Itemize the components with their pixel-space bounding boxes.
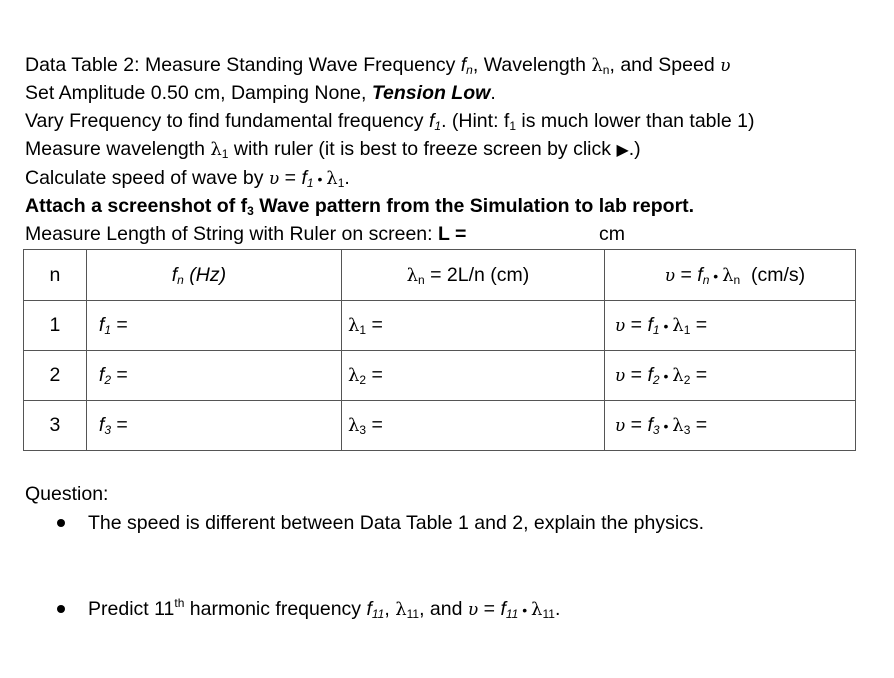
dot-operator: •	[518, 602, 532, 618]
subscript: 3	[359, 423, 367, 437]
intro-text: Set Amplitude 0.50 cm, Damping None,	[25, 82, 372, 104]
subscript: 1	[221, 147, 229, 161]
header-text: (Hz)	[183, 263, 227, 286]
cell-wavelength[interactable]	[341, 401, 604, 451]
superscript: th	[174, 596, 185, 610]
question-text: .	[554, 598, 561, 620]
upsilon-symbol: υ	[720, 56, 731, 76]
cell-text: =	[366, 414, 383, 436]
lambda-symbol: λ	[406, 264, 418, 286]
cell-speed[interactable]	[604, 401, 855, 451]
f-symbol: f	[98, 414, 105, 436]
intro-text: =	[279, 167, 302, 189]
cell-speed[interactable]	[604, 351, 855, 401]
subscript: 3	[652, 423, 660, 437]
cell-n: 1	[24, 301, 87, 351]
header-speed	[604, 250, 855, 301]
subscript: 11	[542, 607, 555, 621]
dot-operator: •	[313, 171, 327, 187]
subscript: 1	[306, 176, 314, 190]
cell-text: =	[366, 314, 383, 336]
header-text: = 2L/n (cm)	[424, 263, 530, 286]
cell-text: =	[111, 314, 128, 336]
lambda-symbol: λ	[347, 315, 360, 336]
intro-line-3	[25, 109, 754, 133]
intro-text: Data Table 2: Measure Standing Wave Frequency	[25, 54, 461, 76]
table-row	[24, 301, 856, 351]
intro-text: .)	[628, 138, 641, 160]
subscript: 1	[683, 323, 691, 337]
intro-text: Calculate speed of wave by	[25, 167, 269, 189]
dot-operator: •	[659, 318, 673, 334]
cell-frequency[interactable]	[86, 401, 341, 451]
subscript: 3	[247, 204, 254, 218]
bullet-icon	[57, 519, 65, 527]
subscript: 11	[505, 607, 519, 621]
cell-text: =	[625, 364, 648, 386]
cell-text: =	[111, 364, 128, 386]
intro-text: Attach a screenshot of f	[25, 195, 248, 217]
subscript: 2	[359, 373, 367, 387]
cell-frequency[interactable]	[86, 301, 341, 351]
subscript: 2	[652, 373, 660, 387]
lambda-symbol: λ	[672, 365, 684, 386]
question-text: harmonic frequency	[184, 598, 367, 620]
subscript: 1	[509, 119, 517, 133]
header-text: =	[675, 263, 698, 286]
subscript: 1	[104, 323, 111, 337]
play-icon: ▶	[616, 142, 629, 159]
subscript: 2	[104, 373, 111, 387]
intro-line-4	[25, 137, 641, 163]
f-symbol: f	[428, 110, 435, 132]
subscript: n	[733, 272, 741, 287]
intro-line-5	[25, 166, 350, 191]
table-header-row	[24, 250, 856, 301]
subscript: 1	[652, 323, 660, 337]
cell-text: =	[690, 314, 708, 336]
subscript: n	[177, 272, 184, 287]
f-symbol: f	[98, 314, 105, 336]
f-symbol: f	[647, 364, 653, 386]
intro-text: , Wavelength	[472, 54, 592, 76]
f-symbol: f	[98, 364, 105, 386]
lambda-symbol: λ	[210, 139, 222, 160]
tension-emphasis: Tension Low	[371, 82, 491, 104]
intro-line-2	[25, 81, 496, 105]
intro-line-1	[25, 53, 730, 78]
intro-text: is much lower than table 1)	[516, 110, 755, 132]
subscript: n	[466, 63, 473, 77]
length-label: L =	[437, 223, 467, 245]
subscript: n	[418, 272, 425, 287]
intro-text: Vary Frequency to find fundamental frequency	[25, 110, 429, 132]
subscript: 1	[434, 119, 442, 133]
bullet-icon	[57, 605, 65, 613]
cell-speed[interactable]	[604, 301, 855, 351]
subscript: 3	[104, 423, 111, 437]
cell-wavelength[interactable]	[341, 301, 604, 351]
upsilon-symbol: υ	[268, 169, 280, 189]
dot-operator: •	[659, 368, 673, 384]
question-bullet-1: The speed is different between Data Table 1 and 2, explain the physics.	[88, 512, 705, 534]
intro-text: Wave pattern from the Simulation to lab report.	[253, 195, 695, 217]
f-symbol: f	[366, 598, 372, 620]
subscript: n	[602, 63, 610, 77]
lambda-symbol: λ	[395, 599, 407, 620]
lambda-symbol: λ	[672, 415, 684, 436]
question-label: Question:	[25, 483, 109, 505]
subscript: 11	[406, 607, 420, 621]
data-table-2	[23, 249, 856, 451]
header-frequency	[86, 250, 341, 301]
cell-text: =	[625, 314, 648, 336]
f-symbol: f	[500, 598, 506, 620]
upsilon-symbol: υ	[467, 600, 479, 620]
cell-frequency[interactable]	[86, 351, 341, 401]
table-row	[24, 351, 856, 401]
intro-text: Measure Length of String with Ruler on screen:	[25, 223, 438, 245]
question-bullet-2	[88, 597, 560, 622]
f-symbol: f	[697, 263, 703, 286]
subscript: n	[702, 272, 710, 287]
cell-text: =	[690, 414, 708, 436]
f-symbol: f	[647, 414, 653, 436]
dot-operator: •	[659, 418, 673, 434]
dot-operator: •	[709, 267, 723, 284]
upsilon-symbol: υ	[614, 366, 626, 386]
question-text: =	[478, 598, 501, 620]
cell-text: =	[625, 414, 648, 436]
f-symbol: f	[171, 263, 178, 286]
intro-text: , and Speed	[609, 54, 721, 76]
cell-n: 2	[24, 351, 87, 401]
question-text: , and	[419, 598, 468, 620]
header-text: (cm/s)	[740, 263, 806, 286]
upsilon-symbol: υ	[614, 416, 626, 436]
intro-text: .	[344, 167, 350, 189]
lambda-symbol: λ	[591, 55, 603, 76]
intro-line-7	[25, 222, 466, 246]
f-symbol: f	[301, 167, 307, 189]
lambda-symbol: λ	[347, 415, 360, 436]
lambda-symbol: λ	[531, 599, 543, 620]
cell-text: =	[690, 364, 708, 386]
cell-wavelength[interactable]	[341, 351, 604, 401]
lambda-symbol: λ	[722, 264, 734, 286]
cell-text: =	[111, 414, 128, 436]
length-unit: cm	[599, 223, 625, 245]
table-row	[24, 401, 856, 451]
subscript: 1	[359, 323, 367, 337]
question-text: Predict 11	[88, 598, 175, 620]
question-text: ,	[384, 598, 396, 620]
intro-text: . (Hint: f	[441, 110, 510, 132]
header-n: n	[24, 250, 87, 301]
cell-n: 3	[24, 401, 87, 451]
intro-text: Measure wavelength	[25, 138, 211, 160]
subscript: 2	[683, 373, 691, 387]
subscript: 3	[683, 423, 691, 437]
f-symbol: f	[460, 54, 467, 76]
subscript: 1	[337, 176, 345, 190]
subscript: 11	[371, 607, 385, 621]
lambda-symbol: λ	[672, 315, 684, 336]
f-symbol: f	[647, 314, 653, 336]
cell-text: =	[366, 364, 383, 386]
lambda-symbol: λ	[326, 168, 338, 189]
intro-text: with ruler (it is best to freeze screen by click	[228, 138, 617, 160]
lambda-symbol: λ	[347, 365, 360, 386]
intro-line-6	[25, 194, 694, 218]
intro-text: .	[490, 82, 496, 104]
upsilon-symbol: υ	[664, 265, 676, 286]
upsilon-symbol: υ	[614, 316, 626, 336]
header-wavelength	[341, 250, 604, 301]
